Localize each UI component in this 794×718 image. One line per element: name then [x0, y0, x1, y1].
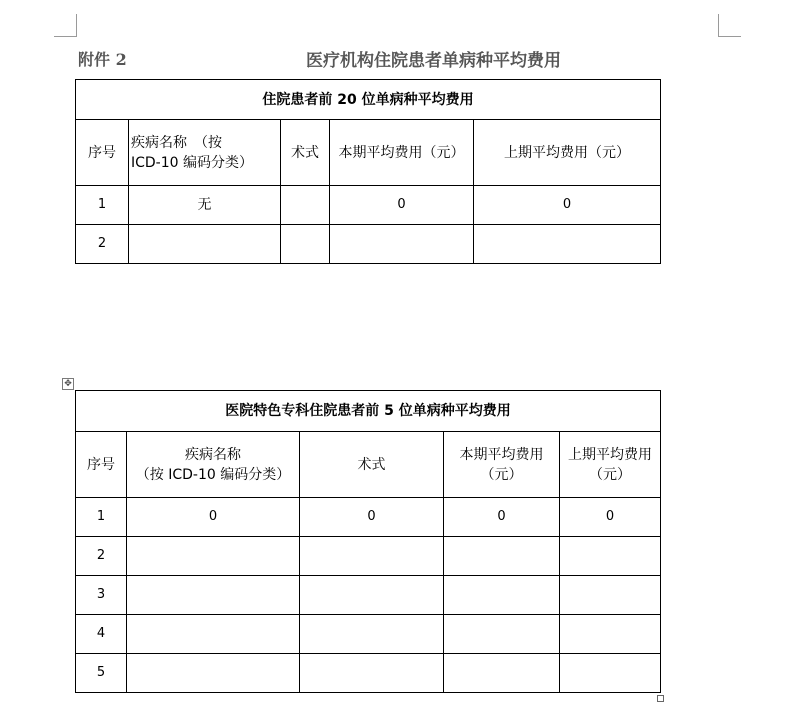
table-top5-specialty-diseases: [75, 390, 661, 693]
cell-seq: 2: [76, 537, 127, 576]
cell-procedure: [300, 615, 444, 654]
header-disease: [127, 432, 300, 498]
header-current-line1: 本期平均费用: [459, 446, 544, 463]
cell-procedure: [300, 654, 444, 693]
cell-previous: 0: [474, 186, 661, 225]
cell-current: [330, 225, 474, 264]
header-current-line2: （元）: [480, 466, 523, 483]
cell-previous: [560, 654, 661, 693]
cell-procedure: [281, 225, 330, 264]
cell-procedure: [300, 576, 444, 615]
crop-mark-top-left: [54, 14, 77, 37]
attachment-label: 附件 2: [78, 50, 127, 69]
header-previous-line2: （元）: [589, 466, 631, 483]
header-disease-line2: （按 ICD-10 编码分类）: [135, 466, 291, 483]
table-resize-handle[interactable]: [657, 695, 664, 702]
cell-current: 0: [330, 186, 474, 225]
cell-seq: 2: [76, 225, 129, 264]
cell-seq: 1: [76, 498, 127, 537]
cell-disease: 0: [127, 498, 300, 537]
cell-current: [444, 615, 560, 654]
cell-seq: 5: [76, 654, 127, 693]
document-title: 医疗机构住院患者单病种平均费用: [306, 51, 561, 71]
table-top20-diseases: [75, 79, 661, 264]
header-previous-avg: 上期平均费用（元）: [474, 120, 661, 186]
table-row: [76, 537, 661, 576]
header-procedure: 术式: [281, 120, 330, 186]
header-disease-line2: ICD-10 编码分类）: [131, 154, 254, 171]
cell-procedure: 0: [300, 498, 444, 537]
header-disease: [129, 120, 281, 186]
header-seq: 序号: [76, 432, 127, 498]
header-current-avg: [444, 432, 560, 498]
cell-seq: 4: [76, 615, 127, 654]
table-title: 医院特色专科住院患者前 5 位单病种平均费用: [76, 391, 661, 432]
cell-disease: [129, 225, 281, 264]
cell-current: [444, 537, 560, 576]
cell-seq: 1: [76, 186, 129, 225]
table-title: 住院患者前 20 位单病种平均费用: [76, 80, 661, 120]
cell-previous: 0: [560, 498, 661, 537]
cell-current: [444, 576, 560, 615]
table-row: [76, 576, 661, 615]
cell-previous: [560, 576, 661, 615]
header-procedure: 术式: [300, 432, 444, 498]
table-row: [76, 186, 661, 225]
cell-previous: [560, 615, 661, 654]
move-arrows-icon: ✥: [64, 379, 72, 389]
cell-seq: 3: [76, 576, 127, 615]
table-move-handle[interactable]: [62, 378, 74, 390]
table-row: [76, 654, 661, 693]
cell-previous: [474, 225, 661, 264]
header-disease-line1: 疾病名称: [185, 446, 241, 463]
cell-current: [444, 654, 560, 693]
header-previous-avg: [560, 432, 661, 498]
cell-previous: [560, 537, 661, 576]
table-row: [76, 615, 661, 654]
header-seq: 序号: [76, 120, 129, 186]
cell-current: 0: [444, 498, 560, 537]
table-row: [76, 498, 661, 537]
header-disease-line1: 疾病名称 （按: [131, 134, 222, 151]
header-previous-line1: 上期平均费用: [568, 446, 652, 463]
cell-disease: [127, 537, 300, 576]
cell-procedure: [281, 186, 330, 225]
crop-mark-top-right: [718, 14, 741, 37]
cell-disease: [127, 615, 300, 654]
cell-procedure: [300, 537, 444, 576]
cell-disease: [127, 654, 300, 693]
cell-disease: [127, 576, 300, 615]
header-current-avg: 本期平均费用（元）: [330, 120, 474, 186]
cell-disease: 无: [129, 186, 281, 225]
table-row: [76, 225, 661, 264]
